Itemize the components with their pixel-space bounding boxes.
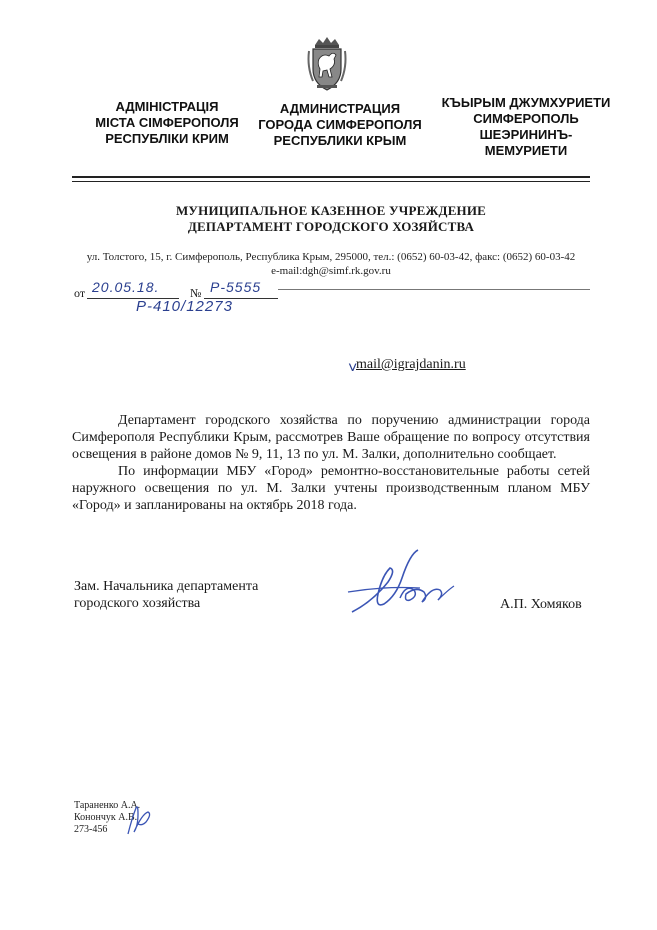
header-right-line: МЕМУРИЕТИ — [484, 143, 568, 158]
initials-mark-icon — [120, 800, 154, 840]
reference-line — [278, 289, 590, 290]
body-paragraph-2: По информации МБУ «Город» ремонтно-восстановительные работы сетей наружного освещения по ул. М. Залки учтены производственным планом МБУ «Город» и запланированы на октябрь 2018 года. — [72, 464, 590, 513]
header-left — [82, 99, 252, 147]
recipient-tick-mark: ˅ — [348, 360, 359, 377]
handwritten-signature-icon — [344, 546, 474, 622]
institution-line1: МУНИЦИПАЛЬНОЕ КАЗЕННОЕ УЧРЕЖДЕНИЕ — [175, 203, 487, 218]
institution-address — [72, 250, 590, 278]
institution-line2: ДЕПАРТАМЕНТ ГОРОДСКОГО ХОЗЯЙСТВА — [187, 219, 475, 234]
header-right — [430, 95, 622, 159]
number-label: № — [190, 286, 202, 300]
header-left-line: РЕСПУБЛІКИ КРИМ — [105, 131, 229, 146]
header-right-line: СИМФЕРОПОЛЬ — [473, 111, 579, 126]
signer-title-line2: городского хозяйства — [74, 596, 201, 611]
date-handwritten: 20.05.18. — [92, 279, 160, 295]
header-center-line: АДМИНИСТРАЦИЯ — [279, 101, 401, 116]
body-paragraph-1: Департамент городского хозяйства по поручению администрации города Симферополя Республики Крым, рассмотрев Ваше обращение по вопросу отсутствия освещения в районе домов № 9, 11, 13 по ул. М. Залки, дополнительно сообщает. — [72, 413, 590, 462]
email-line: e-mail:dgh@simf.rk.gov.ru — [271, 265, 391, 277]
number-handwritten: Р-5555 — [210, 279, 262, 295]
executor-line: 273-456 — [74, 824, 108, 835]
header-center-line: ГОРОДА СИМФЕРОПОЛЯ — [258, 117, 422, 132]
header-divider-thick — [72, 176, 590, 178]
header-right-line: ШЕЭРИНИНЪ- — [479, 127, 573, 142]
institution-name — [72, 203, 590, 235]
header-center-line: РЕСПУБЛИКИ КРЫМ — [273, 133, 407, 148]
letter-body — [72, 412, 590, 514]
executor-line: Конончук А.В. — [74, 812, 138, 823]
recipient-email[interactable]: mail@igrajdanin.ru — [356, 357, 466, 372]
header-left-line: МІСТА СІМФЕРОПОЛЯ — [95, 115, 239, 130]
signer-name: А.П. Хомяков — [500, 597, 582, 612]
signer-title — [74, 578, 258, 612]
reference-handwritten: Р-410/12273 — [136, 298, 233, 315]
header-left-line: АДМІНІСТРАЦІЯ — [115, 99, 219, 114]
coat-of-arms-icon — [305, 37, 349, 93]
header-right-line: КЪЫРЫМ ДЖУМХУРИЕТИ — [441, 95, 611, 110]
header-divider-thin — [72, 181, 590, 182]
signer-title-line1: Зам. Начальника департамента — [74, 579, 259, 594]
address-line: ул. Толстого, 15, г. Симферополь, Республика Крым, 295000, тел.: (0652) 60-03-42, факс: (0652) 60-03-42 — [86, 251, 576, 263]
executor-line: Тараненко А.А. — [74, 800, 141, 811]
header-center — [252, 101, 428, 149]
from-label: от — [74, 286, 86, 300]
